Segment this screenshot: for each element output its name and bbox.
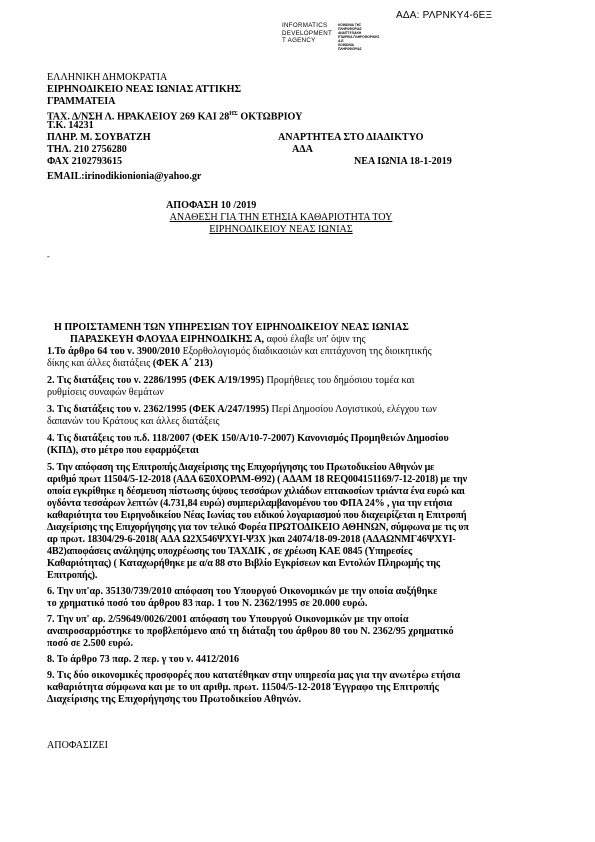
logo-gr-line: ΚΟΙΝΩΝΙΑ <box>338 43 354 47</box>
address-main: ΤΑΧ. Δ/ΝΣΗ Λ. ΗΡΑΚΛΕΙΟΥ 269 ΚΑΙ 28 <box>47 111 230 123</box>
paragraph-6-line2: το χρηματικό ποσό του άρθρου 83 παρ. 1 του Ν. 2362/1995 σε 20.000 ευρώ. <box>47 598 368 609</box>
logo-en-line: INFORMATICS <box>282 22 328 29</box>
dash-mark: - <box>47 252 50 261</box>
logo-gr-line: Α.Ε. <box>338 39 345 43</box>
place-date: ΝΕΑ ΙΩΝΙΑ 18-1-2019 <box>354 156 452 167</box>
ada-header: ΑΔΑ: ΡΛΡΝΚΥ4-6ΕΞ <box>396 10 493 21</box>
address-superscript: ΗΣ <box>229 111 238 117</box>
paragraph-2-line2: ρυθμίσεις συναφών θεμάτων <box>47 387 164 398</box>
paragraph-8-line1: 8. Το άρθρο 73 παρ. 2 περ. γ του ν. 4412/2016 <box>47 654 240 665</box>
decision-subject-line1: ΑΝΑΘΕΣΗ ΓΙΑ ΤΗΝ ΕΤΗΣΙΑ ΚΑΘΑΡΙΟΤΗΤΑ ΤΟΥ <box>169 212 393 223</box>
paragraph-5-line: αριθμό πρωτ 11504/5-12-2018 (ΑΔΑ 6Ξ0ΧΟΡΛΜ-Θ92) ( ΑΔΑΜ 18 REQ004151169/7-12-2018) με την <box>47 474 467 485</box>
paragraph-5-line: οποία εγκρίθηκε η δέσμευση πίστωσης ύψους τεσσάρων χιλιάδων επτακοσίων τριάντα ένα ευρώ και <box>47 486 465 497</box>
paragraph-2-line1 <box>47 375 414 387</box>
logo-en <box>282 22 332 51</box>
paragraph-7-line2: αναπροσαρμόστηκε το προβλεπόμενο από τη διάταξη του άρθρου 80 του Ν. 2362/95 χρηματικό <box>47 626 454 637</box>
judge-name: ΠΑΡΑΣΚΕΥΗ ΦΛΟΥΔΑ ΕΙΡΗΝΟΔΙΚΗΣ Α, <box>70 334 265 345</box>
body-head-line2 <box>70 334 366 346</box>
p1-gazette: (ΦΕΚ Α΄ 213) <box>150 358 213 369</box>
p2-law: 2. Τις διατάξεις του ν. 2286/1995 (ΦΕΚ Α/19/1995) <box>47 375 264 386</box>
p3-title: Περί Δημοσίου Λογιστικού, ελέγχου των <box>268 404 437 415</box>
paragraph-5-line: Καθαριότητας) ( Καταχωρήθηκε με α/α 88 στο Βιβλίο Εγκρίσεων και Εντολών Πληρωμής της <box>47 558 441 569</box>
info-contact: ΠΛΗΡ. Μ. ΣΟΥΒΑΤΖΗ <box>47 132 151 143</box>
p1-law: 1.Το άρθρο 64 του ν. 3900/2010 <box>47 346 183 357</box>
body-head-line1: Η ΠΡΟΙΣΤΑΜΕΝΗ ΤΩΝ ΥΠΗΡΕΣΙΩΝ ΤΟΥ ΕΙΡΗΝΟΔΙΚΕΙΟΥ ΝΕΑΣ ΙΩΝΙΑΣ <box>54 322 409 333</box>
p3-law: 3. Τις διατάξεις του ν. 2362/1995 (ΦΕΚ Α/247/1995) <box>47 404 269 415</box>
decision-number: ΑΠΟΦΑΣΗ 10 /2019 <box>166 200 257 211</box>
paragraph-3-line1 <box>47 404 437 416</box>
decision-subject-line2: ΕΙΡΗΝΟΔΙΚΕΙΟΥ ΝΕΑΣ ΙΩΝΙΑΣ <box>209 224 353 235</box>
republic-heading: ΕΛΛΗΝΙΚΗ ΔΗΜΟΚΡΑΤΙΑ <box>47 72 168 83</box>
postal-code: Τ.Κ. 14231 <box>47 120 94 131</box>
paragraph-5-line: Επιτροπής). <box>47 570 98 581</box>
ada-label: ΑΔΑ <box>292 144 313 155</box>
paragraph-3-line2: δαπανών του Κράτους και άλλες διατάξεις <box>47 416 220 427</box>
logo <box>282 22 379 51</box>
logo-en-line: T AGENCY <box>282 37 316 45</box>
logo-gr-line: ΠΛΗΡΟΦΟΡΙΑΣ <box>338 27 362 31</box>
paragraph-9-line1: 9. Τις δύο οικονομικές προσφορές που κατατέθηκαν στην υπηρεσία μας για την ανωτέρω ετήσια <box>47 670 461 681</box>
paragraph-5-line: καθαριότητα του Ειρηνοδικείου Νέας Ιωνίας του ειδικού λογαριασμού που διαχειρίζεται η Επιτροπή <box>47 510 467 521</box>
decides-heading: ΑΠΟΦΑΣΙΖΕΙ <box>47 740 108 751</box>
secretariat: ΓΡΑΜΜΑΤΕΙΑ <box>47 96 116 107</box>
posted-notice: ΑΝΑΡΤΗΤΕΑ ΣΤΟ ΔΙΑΔΙΚΤΥΟ <box>278 132 424 143</box>
logo-gr-line: ΚΟΙΝΩΝΙΑ ΤΗΣ <box>338 23 361 27</box>
p1-title-cont: δίκης και άλλες διατάξεις <box>47 358 151 369</box>
email: EMAIL:irinodikionionia@yahoo.gr <box>47 171 202 182</box>
paragraph-9-line3: Διαχείρισης της Επιχορήγησης του Πρωτοδικείου Αθηνών. <box>47 694 301 705</box>
logo-gr-line: ΠΛΗΡΟΦΟΡΙΑΣ <box>338 47 362 51</box>
took-into-account: αφού έλαβε υπ' όψιν της <box>264 334 366 345</box>
phone: ΤΗΛ. 210 2756280 <box>47 144 127 155</box>
paragraph-5-line: αρ πρωτ. 18304/29-6-2018( ΑΔΑ Ω2Χ546ΨΧΥΙ-Ψ3Χ )και 24074/18-09-2018 (ΑΔΑΩΝΜΓ46ΨΧΥΙ- <box>47 534 456 545</box>
fax: ΦΑΧ 2102793615 <box>47 156 123 167</box>
paragraph-4-line1: 4. Τις διατάξεις του π.δ. 118/2007 (ΦΕΚ 150/Α/10-7-2007) Κανονισμός Προμηθειών Δημοσίου <box>47 433 449 444</box>
paragraph-6-line1: 6. Την υπ'αρ. 35130/739/2010 απόφαση του Υπουργού Οικονομικών με την οποία αυξήθηκε <box>47 586 438 597</box>
paragraph-1-line1 <box>47 346 432 358</box>
paragraph-4-line2: (ΚΠΔ), στο μέτρο που εφαρμόζεται <box>47 445 199 456</box>
logo-en-line: DEVELOPMENT <box>282 29 333 37</box>
p1-title: Εξορθολογισμός διαδικασιών και επιτάχυνση της διοικητικής <box>182 346 432 357</box>
address-end: ΟΚΤΩΒΡΙΟΥ <box>237 111 303 123</box>
logo-gr <box>338 23 379 51</box>
p2-title: Προμήθειες του δημόσιου τομέα και <box>263 375 415 386</box>
logo-gr-line: ΕΤΑΙΡΕΙΑ ΠΛΗΡΟΦΟΡΙΚΗΣ <box>338 35 380 39</box>
court-name: ΕΙΡΗΝΟΔΙΚΕΙΟ ΝΕΑΣ ΙΩΝΙΑΣ ΑΤΤΙΚΗΣ <box>47 84 242 95</box>
paragraph-9-line2: καθαριότητα σύμφωνα και με το υπ αριθμ. πρωτ. 11504/5-12-2018 Έγγραφο της Επιτροπής <box>47 682 439 693</box>
paragraph-7-line3: ποσό σε 2.500 ευρώ. <box>47 638 134 649</box>
paragraph-5-line: 4Β2)αποφάσεις ανάληψης υποχρέωσης του ΤΑΧΔΙΚ , σε χρέωση ΚΑΕ 0845 (Υπηρεσίες <box>47 546 413 557</box>
paragraph-7-line1: 7. Την υπ' αρ. 2/59649/0026/2001 απόφαση του Υπουργού Οικονομικών με την οποία <box>47 614 409 625</box>
paragraph-5-line: ογδόντα τεσσάρων λεπτών (4.731,84 ευρώ) συμπεριλαμβανομένου του ΦΠΑ 24% , για την ετήσια <box>47 498 452 509</box>
paragraph-1-line2 <box>47 358 213 370</box>
paragraph-5-line: Διαχείρισης της Επιχορήγησης για τον τελικό Φορέα ΠΡΩΤΟΔΙΚΕΙΟ ΑΘΗΝΩΝ, σύμφωνα με τις υπ <box>47 522 469 533</box>
logo-gr-line: ΑΝΑΠΤΥΞΙΑΚΗ <box>338 31 362 35</box>
paragraph-5-line: 5. Την απόφαση της Επιτροπής Διαχείρισης της Επιχορήγησης του Πρωτοδικείου Αθηνών με <box>47 462 435 473</box>
